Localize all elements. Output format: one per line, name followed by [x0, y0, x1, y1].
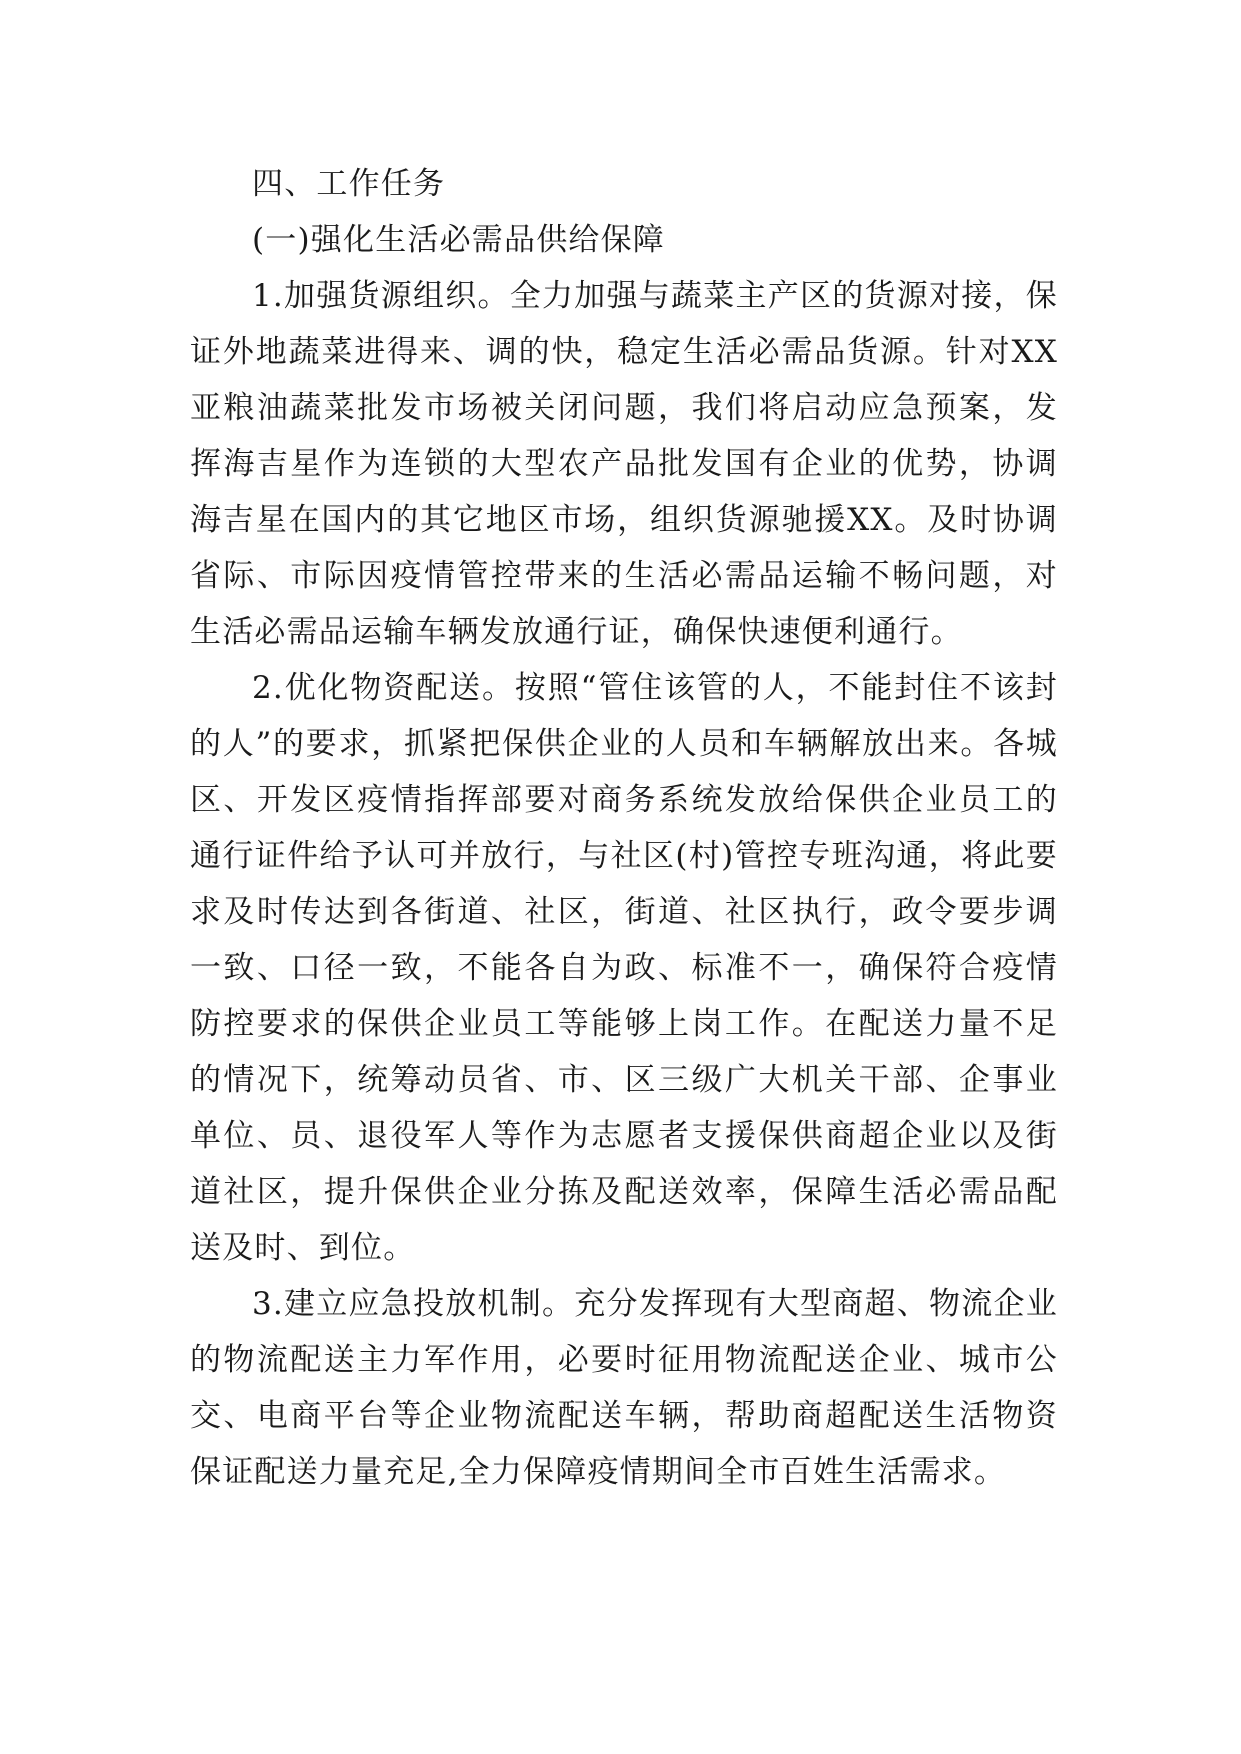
document-body [190, 156, 1058, 1500]
subsection-heading: (一)强化生活必需品供给保障 [252, 222, 665, 258]
paragraph-emergency-mechanism: 3.建立应急投放机制。充分发挥现有大型商超、物流企业的物流配送主力军作用，必要时征用物流配送企业、城市公交、电商平台等企业物流配送车辆，帮助商超配送生活物资保证配送力量充足,全力保障疫情期间全市百姓生活需求。 [190, 1286, 1058, 1490]
paragraph-supply-organization: 1.加强货源组织。全力加强与蔬菜主产区的货源对接，保证外地蔬菜进得来、调的快，稳定生活必需品货源。针对XX亚粮油蔬菜批发市场被关闭问题，我们将启动应急预案，发挥海吉星作为连锁的大型农产品批发国有企业的优势，协调海吉星在国内的其它地区市场，组织货源驰援XX。及时协调省际、市际因疫情管控带来的生活必需品运输不畅问题，对生活必需品运输车辆发放通行证，确保快速便利通行。 [190, 278, 1058, 650]
paragraph-material-delivery: 2.优化物资配送。按照“管住该管的人，不能封住不该封的人”的要求，抓紧把保供企业的人员和车辆解放出来。各城区、开发区疫情指挥部要对商务系统发放给保供企业员工的通行证件给予认可并放行，与社区(村)管控专班沟通，将此要求及时传达到各街道、社区，街道、社区执行，政令要步调一致、口径一致，不能各自为政、标准不一，确保符合疫情防控要求的保供企业员工等能够上岗工作。在配送力量不足的情况下，统筹动员省、市、区三级广大机关干部、企事业单位、员、退役军人等作为志愿者支援保供商超企业以及街道社区，提升保供企业分拣及配送效率，保障生活必需品配送及时、到位。 [190, 670, 1058, 1266]
section-heading: 四、工作任务 [252, 166, 446, 202]
